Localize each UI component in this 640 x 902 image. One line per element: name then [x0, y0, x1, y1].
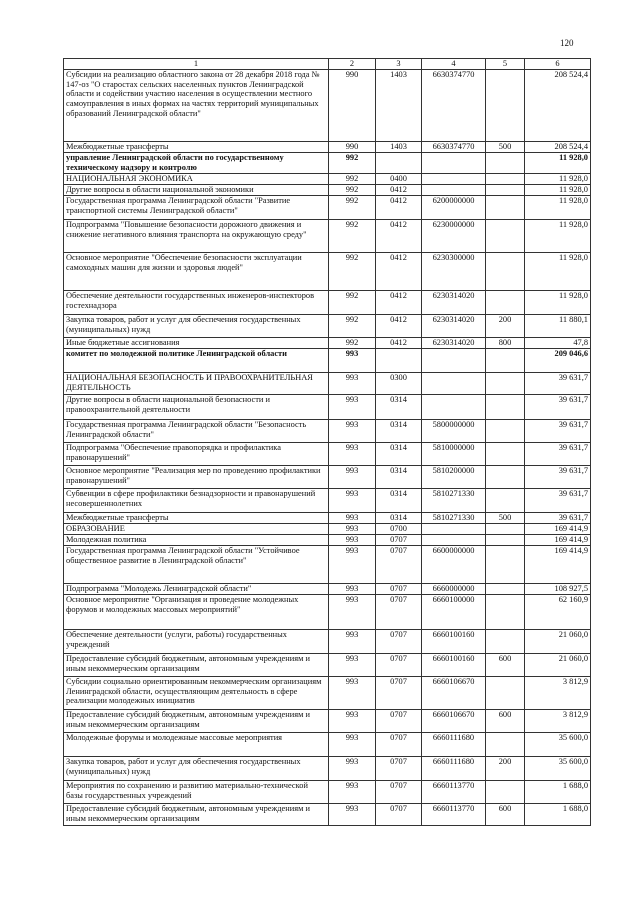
row-target-code-cell — [422, 534, 486, 545]
header-cell: 3 — [376, 59, 422, 70]
table-row — [64, 653, 591, 676]
row-amount-cell: 208 524,4 — [525, 141, 591, 152]
row-section-code-cell: 0412 — [376, 337, 422, 348]
table-row — [64, 173, 591, 184]
header-cell: 6 — [525, 59, 591, 70]
row-section-code-cell: 0707 — [376, 534, 422, 545]
row-amount-cell: 11 928,0 — [525, 152, 591, 173]
row-org-code-cell: 990 — [329, 69, 376, 141]
row-amount-cell: 11 928,0 — [525, 252, 591, 290]
row-amount-cell: 11 880,1 — [525, 314, 591, 337]
table-row — [64, 195, 591, 219]
row-target-code-cell — [422, 152, 486, 173]
row-section-code-cell: 0412 — [376, 219, 422, 252]
row-expense-type-cell — [486, 69, 525, 141]
row-section-code-cell: 0314 — [376, 512, 422, 523]
row-amount-cell: 21 060,0 — [525, 653, 591, 676]
table-row — [64, 419, 591, 442]
row-org-code-cell: 993 — [329, 488, 376, 512]
row-amount-cell: 39 631,7 — [525, 442, 591, 465]
row-amount-cell: 11 928,0 — [525, 219, 591, 252]
row-expense-type-cell: 500 — [486, 512, 525, 523]
table-row — [64, 594, 591, 629]
row-expense-type-cell: 800 — [486, 337, 525, 348]
row-name-cell: управление Ленинградской области по государственному техническому надзору и контролю — [64, 152, 329, 173]
table-row — [64, 545, 591, 583]
row-amount-cell: 169 414,9 — [525, 534, 591, 545]
row-expense-type-cell — [486, 290, 525, 314]
table-row — [64, 709, 591, 732]
row-target-code-cell: 6660113770 — [422, 803, 486, 825]
row-name-cell: Другие вопросы в области национальной экономики — [64, 184, 329, 195]
row-target-code-cell: 6660113770 — [422, 780, 486, 803]
row-name-cell: Государственная программа Ленинградской области "Устойчивое общественное развитие в Ленинградской области" — [64, 545, 329, 583]
row-section-code-cell: 0707 — [376, 732, 422, 756]
row-section-code-cell: 0707 — [376, 676, 422, 709]
row-name-cell: Основное мероприятие "Организация и проведение молодежных форумов и молодежных массовых мероприятий" — [64, 594, 329, 629]
row-org-code-cell: 992 — [329, 173, 376, 184]
table-row — [64, 394, 591, 419]
row-org-code-cell: 993 — [329, 583, 376, 594]
row-target-code-cell: 6630374770 — [422, 141, 486, 152]
row-section-code-cell: 0412 — [376, 252, 422, 290]
row-name-cell: Молодежная политика — [64, 534, 329, 545]
table-row — [64, 442, 591, 465]
row-section-code-cell: 0700 — [376, 523, 422, 534]
row-target-code-cell: 5800000000 — [422, 419, 486, 442]
header-cell: 5 — [486, 59, 525, 70]
row-expense-type-cell — [486, 534, 525, 545]
table-row — [64, 523, 591, 534]
row-target-code-cell — [422, 372, 486, 394]
row-name-cell: Иные бюджетные ассигнования — [64, 337, 329, 348]
row-amount-cell: 39 631,7 — [525, 372, 591, 394]
row-target-code-cell: 6660111680 — [422, 732, 486, 756]
row-name-cell: Обеспечение деятельности государственных инженеров-инспекторов гостехнадзора — [64, 290, 329, 314]
row-org-code-cell: 993 — [329, 676, 376, 709]
budget-table — [63, 58, 591, 826]
row-expense-type-cell — [486, 465, 525, 488]
row-org-code-cell: 993 — [329, 523, 376, 534]
row-org-code-cell: 993 — [329, 653, 376, 676]
row-target-code-cell: 6230314020 — [422, 290, 486, 314]
row-name-cell: комитет по молодежной политике Ленинградской области — [64, 348, 329, 372]
row-section-code-cell: 0314 — [376, 442, 422, 465]
row-expense-type-cell: 500 — [486, 141, 525, 152]
row-section-code-cell: 0707 — [376, 709, 422, 732]
row-expense-type-cell — [486, 152, 525, 173]
row-target-code-cell: 6600000000 — [422, 545, 486, 583]
row-name-cell: Государственная программа Ленинградской области "Развитие транспортной системы Ленинградской области" — [64, 195, 329, 219]
row-expense-type-cell: 200 — [486, 314, 525, 337]
row-amount-cell: 39 631,7 — [525, 512, 591, 523]
row-name-cell: Молодежные форумы и молодежные массовые мероприятия — [64, 732, 329, 756]
row-org-code-cell: 993 — [329, 442, 376, 465]
row-amount-cell: 1 688,0 — [525, 803, 591, 825]
row-expense-type-cell — [486, 676, 525, 709]
header-cell: 4 — [422, 59, 486, 70]
table-row — [64, 314, 591, 337]
row-expense-type-cell: 600 — [486, 653, 525, 676]
row-org-code-cell: 993 — [329, 512, 376, 523]
row-name-cell: Другие вопросы в области национальной безопасности и правоохранительной деятельности — [64, 394, 329, 419]
row-target-code-cell: 6660106670 — [422, 676, 486, 709]
row-section-code-cell: 0314 — [376, 419, 422, 442]
row-name-cell: Закупка товаров, работ и услуг для обеспечения государственных (муниципальных) нужд — [64, 314, 329, 337]
row-target-code-cell: 6660100000 — [422, 594, 486, 629]
row-amount-cell: 39 631,7 — [525, 488, 591, 512]
row-target-code-cell: 6660100160 — [422, 629, 486, 653]
row-section-code-cell: 0412 — [376, 184, 422, 195]
row-org-code-cell: 993 — [329, 629, 376, 653]
row-org-code-cell: 993 — [329, 732, 376, 756]
row-org-code-cell: 993 — [329, 756, 376, 780]
table-row — [64, 732, 591, 756]
row-amount-cell: 108 927,5 — [525, 583, 591, 594]
row-org-code-cell: 993 — [329, 419, 376, 442]
row-org-code-cell: 993 — [329, 394, 376, 419]
row-org-code-cell: 993 — [329, 780, 376, 803]
table-row — [64, 583, 591, 594]
row-expense-type-cell — [486, 173, 525, 184]
row-amount-cell: 39 631,7 — [525, 394, 591, 419]
row-name-cell: НАЦИОНАЛЬНАЯ ЭКОНОМИКА — [64, 173, 329, 184]
row-name-cell: Мероприятия по сохранению и развитию материально-технической базы государственных учреждений — [64, 780, 329, 803]
row-target-code-cell: 6630374770 — [422, 69, 486, 141]
row-expense-type-cell — [486, 583, 525, 594]
row-expense-type-cell — [486, 195, 525, 219]
row-target-code-cell: 6660106670 — [422, 709, 486, 732]
row-name-cell: Подпрограмма "Обеспечение правопорядка и профилактика правонарушений" — [64, 442, 329, 465]
row-amount-cell: 35 600,0 — [525, 756, 591, 780]
row-expense-type-cell — [486, 523, 525, 534]
row-expense-type-cell — [486, 252, 525, 290]
row-amount-cell: 208 524,4 — [525, 69, 591, 141]
row-amount-cell: 47,8 — [525, 337, 591, 348]
table-row — [64, 803, 591, 825]
row-section-code-cell: 1403 — [376, 69, 422, 141]
row-org-code-cell: 993 — [329, 545, 376, 583]
row-org-code-cell: 992 — [329, 252, 376, 290]
row-amount-cell: 62 160,9 — [525, 594, 591, 629]
row-section-code-cell: 0314 — [376, 394, 422, 419]
table-row — [64, 465, 591, 488]
row-amount-cell: 35 600,0 — [525, 732, 591, 756]
row-org-code-cell: 993 — [329, 709, 376, 732]
row-org-code-cell: 992 — [329, 184, 376, 195]
table-row — [64, 348, 591, 372]
table-row — [64, 69, 591, 141]
row-target-code-cell — [422, 348, 486, 372]
table-row — [64, 372, 591, 394]
table-header-row — [64, 59, 591, 70]
row-target-code-cell: 5810271330 — [422, 512, 486, 523]
row-target-code-cell: 6230314020 — [422, 337, 486, 348]
table-row — [64, 512, 591, 523]
row-target-code-cell — [422, 394, 486, 419]
row-section-code-cell: 0300 — [376, 372, 422, 394]
row-section-code-cell: 0707 — [376, 803, 422, 825]
row-name-cell: НАЦИОНАЛЬНАЯ БЕЗОПАСНОСТЬ И ПРАВООХРАНИТЕЛЬНАЯ ДЕЯТЕЛЬНОСТЬ — [64, 372, 329, 394]
row-amount-cell: 169 414,9 — [525, 523, 591, 534]
row-target-code-cell: 5810000000 — [422, 442, 486, 465]
row-section-code-cell: 1403 — [376, 141, 422, 152]
row-section-code-cell: 0707 — [376, 780, 422, 803]
row-expense-type-cell: 600 — [486, 709, 525, 732]
row-section-code-cell: 0707 — [376, 629, 422, 653]
table-row — [64, 534, 591, 545]
table-row — [64, 152, 591, 173]
table-row — [64, 337, 591, 348]
table-row — [64, 252, 591, 290]
row-section-code-cell: 0707 — [376, 594, 422, 629]
row-expense-type-cell — [486, 545, 525, 583]
row-name-cell: Предоставление субсидий бюджетным, автономным учреждениям и иным некоммерческим организациям — [64, 803, 329, 825]
row-target-code-cell: 6230000000 — [422, 219, 486, 252]
row-name-cell: Предоставление субсидий бюджетным, автономным учреждениям и иным некоммерческим организациям — [64, 709, 329, 732]
row-section-code-cell — [376, 348, 422, 372]
row-name-cell: Обеспечение деятельности (услуги, работы) государственных учреждений — [64, 629, 329, 653]
row-section-code-cell: 0707 — [376, 583, 422, 594]
row-name-cell: Основное мероприятие "Обеспечение безопасности эксплуатации самоходных машин для жизни и здоровья людей" — [64, 252, 329, 290]
row-section-code-cell: 0314 — [376, 488, 422, 512]
table-row — [64, 290, 591, 314]
row-org-code-cell: 993 — [329, 465, 376, 488]
row-name-cell: Государственная программа Ленинградской области "Безопасность Ленинградской области" — [64, 419, 329, 442]
row-target-code-cell — [422, 173, 486, 184]
row-name-cell: Подпрограмма "Повышение безопасности дорожного движения и снижение негативного влияния транспорта на окружающую среду" — [64, 219, 329, 252]
row-section-code-cell: 0707 — [376, 545, 422, 583]
row-section-code-cell: 0314 — [376, 465, 422, 488]
row-name-cell: Межбюджетные трансферты — [64, 141, 329, 152]
row-name-cell: Субсидии на реализацию областного закона от 28 декабря 2018 года № 147-оз "О старостах сельских населенных пунктов Ленинградской области и содействии участию населения в осуществлении местного самоуправления в иных формах на частях территорий муниципальных образований Ленинградской области" — [64, 69, 329, 141]
row-amount-cell: 11 928,0 — [525, 195, 591, 219]
row-target-code-cell — [422, 184, 486, 195]
row-amount-cell: 3 812,9 — [525, 676, 591, 709]
row-name-cell: ОБРАЗОВАНИЕ — [64, 523, 329, 534]
row-org-code-cell: 990 — [329, 141, 376, 152]
table-row — [64, 756, 591, 780]
row-name-cell: Закупка товаров, работ и услуг для обеспечения государственных (муниципальных) нужд — [64, 756, 329, 780]
row-target-code-cell: 6660100160 — [422, 653, 486, 676]
row-org-code-cell: 993 — [329, 348, 376, 372]
row-expense-type-cell — [486, 394, 525, 419]
row-name-cell: Субвенции в сфере профилактики безнадзорности и правонарушений несовершеннолетних — [64, 488, 329, 512]
table-row — [64, 780, 591, 803]
header-cell: 2 — [329, 59, 376, 70]
row-section-code-cell: 0707 — [376, 653, 422, 676]
row-org-code-cell: 992 — [329, 337, 376, 348]
row-org-code-cell: 993 — [329, 803, 376, 825]
row-expense-type-cell — [486, 348, 525, 372]
row-expense-type-cell — [486, 219, 525, 252]
row-org-code-cell: 992 — [329, 152, 376, 173]
row-section-code-cell — [376, 152, 422, 173]
row-name-cell: Подпрограмма "Молодежь Ленинградской области" — [64, 583, 329, 594]
row-amount-cell: 11 928,0 — [525, 173, 591, 184]
row-name-cell: Межбюджетные трансферты — [64, 512, 329, 523]
row-org-code-cell: 993 — [329, 534, 376, 545]
header-cell: 1 — [64, 59, 329, 70]
row-expense-type-cell — [486, 442, 525, 465]
row-section-code-cell: 0707 — [376, 756, 422, 780]
row-target-code-cell — [422, 523, 486, 534]
row-section-code-cell: 0400 — [376, 173, 422, 184]
row-amount-cell: 11 928,0 — [525, 184, 591, 195]
row-target-code-cell: 6660000000 — [422, 583, 486, 594]
row-org-code-cell: 993 — [329, 594, 376, 629]
row-section-code-cell: 0412 — [376, 195, 422, 219]
row-amount-cell: 1 688,0 — [525, 780, 591, 803]
table-row — [64, 184, 591, 195]
row-expense-type-cell — [486, 372, 525, 394]
row-name-cell: Субсидии социально ориентированным некоммерческим организациям Ленинградской области, осуществляющим деятельность в сфере реализации молодежных инициатив — [64, 676, 329, 709]
row-expense-type-cell — [486, 629, 525, 653]
row-expense-type-cell — [486, 732, 525, 756]
row-expense-type-cell — [486, 419, 525, 442]
row-amount-cell: 11 928,0 — [525, 290, 591, 314]
table-row — [64, 141, 591, 152]
row-expense-type-cell: 200 — [486, 756, 525, 780]
table-row — [64, 219, 591, 252]
table-row — [64, 629, 591, 653]
row-name-cell: Предоставление субсидий бюджетным, автономным учреждениям и иным некоммерческим организациям — [64, 653, 329, 676]
row-amount-cell: 169 414,9 — [525, 545, 591, 583]
row-target-code-cell: 5810271330 — [422, 488, 486, 512]
table-row — [64, 488, 591, 512]
row-org-code-cell: 992 — [329, 219, 376, 252]
page-number: 120 — [560, 38, 574, 48]
row-name-cell: Основное мероприятие "Реализация мер по проведению профилактики правонарушений" — [64, 465, 329, 488]
row-amount-cell: 39 631,7 — [525, 419, 591, 442]
row-expense-type-cell: 600 — [486, 803, 525, 825]
row-org-code-cell: 992 — [329, 314, 376, 337]
row-amount-cell: 21 060,0 — [525, 629, 591, 653]
row-amount-cell: 3 812,9 — [525, 709, 591, 732]
row-target-code-cell: 5810200000 — [422, 465, 486, 488]
row-section-code-cell: 0412 — [376, 314, 422, 337]
row-expense-type-cell — [486, 780, 525, 803]
row-target-code-cell: 6230314020 — [422, 314, 486, 337]
row-target-code-cell: 6200000000 — [422, 195, 486, 219]
row-amount-cell: 209 046,6 — [525, 348, 591, 372]
row-amount-cell: 39 631,7 — [525, 465, 591, 488]
table-row — [64, 676, 591, 709]
row-org-code-cell: 992 — [329, 195, 376, 219]
row-org-code-cell: 992 — [329, 290, 376, 314]
row-section-code-cell: 0412 — [376, 290, 422, 314]
row-expense-type-cell — [486, 184, 525, 195]
row-target-code-cell: 6660111680 — [422, 756, 486, 780]
row-expense-type-cell — [486, 594, 525, 629]
row-target-code-cell: 6230300000 — [422, 252, 486, 290]
row-expense-type-cell — [486, 488, 525, 512]
row-org-code-cell: 993 — [329, 372, 376, 394]
